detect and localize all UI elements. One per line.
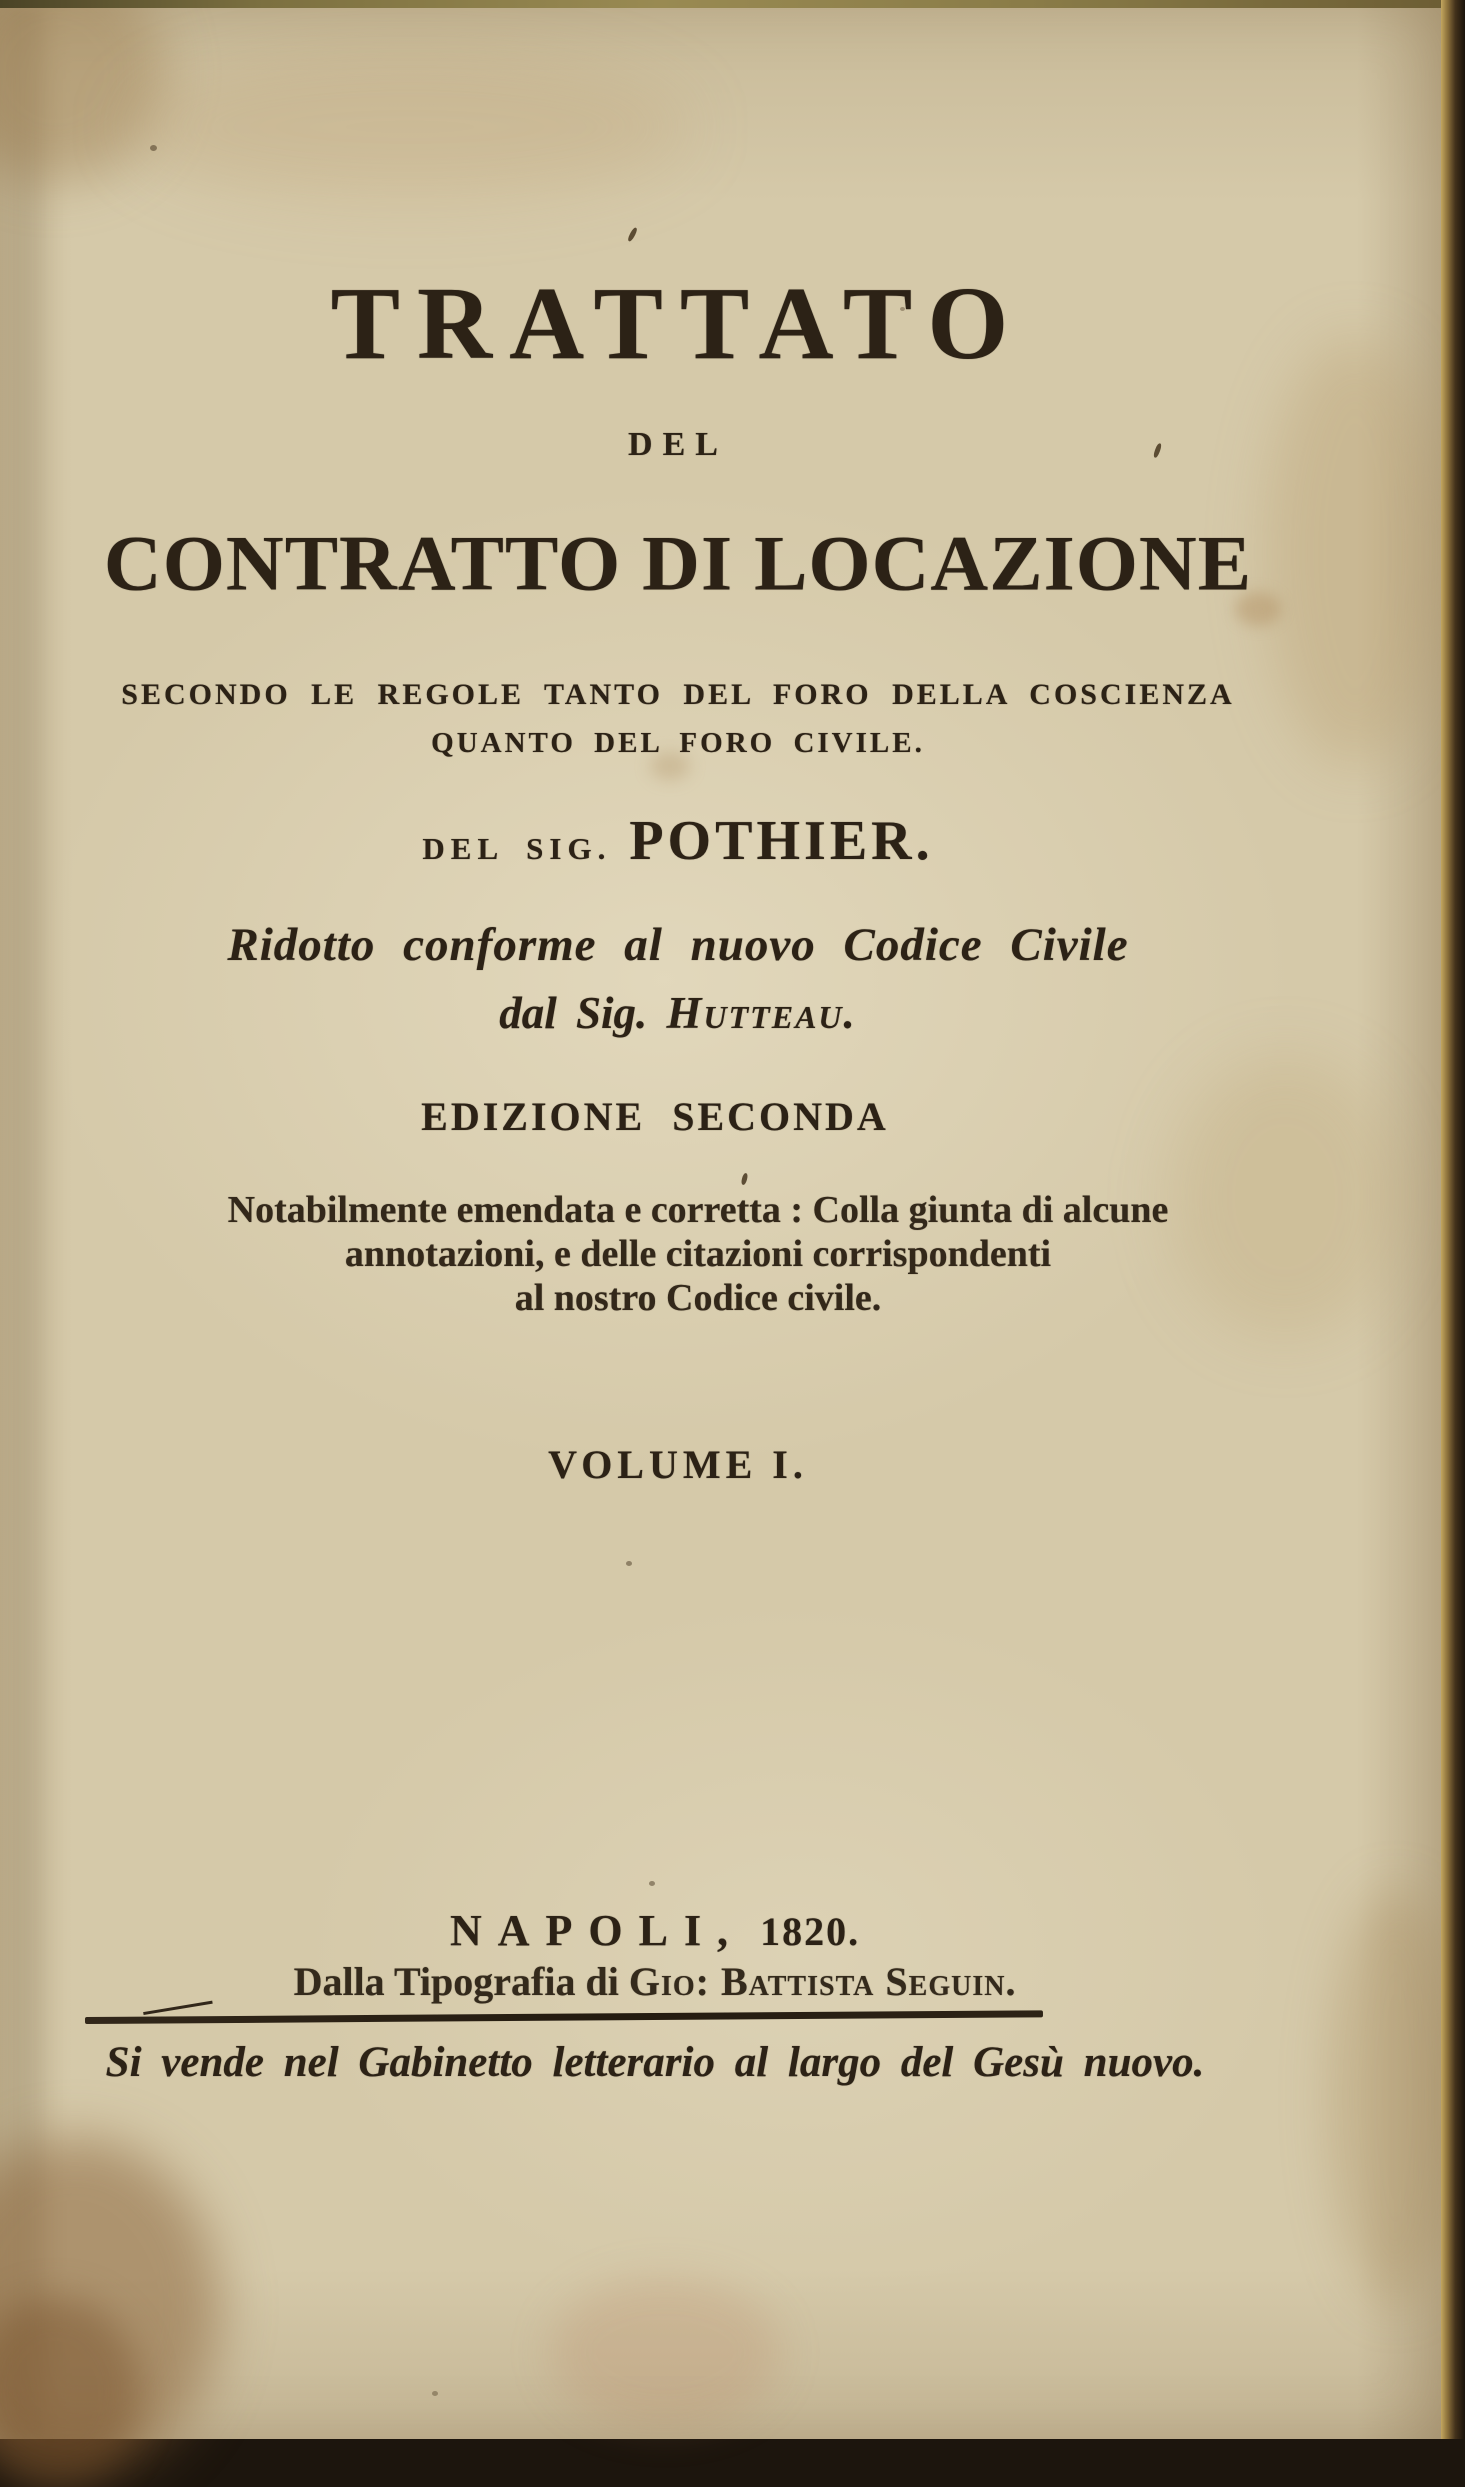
scope-line-1: SECONDO LE REGOLE TANTO DEL FORO DELLA COSCIENZA	[121, 678, 1235, 711]
title-article: DEL	[628, 426, 728, 463]
horizontal-rule	[85, 2010, 1043, 2024]
edition-note-line-3: al nostro Codice civile.	[514, 1277, 882, 1319]
adapter-prefix: dal Sig.	[499, 988, 648, 1038]
printer-prefix: Dalla Tipografia di	[293, 1959, 619, 2004]
imprint-year: 1820.	[760, 1909, 861, 1954]
adapter-name: Hutteau.	[666, 988, 857, 1038]
imprint-line	[20, 1906, 1290, 1955]
imprint-city: NAPOLI,	[449, 1906, 745, 1955]
adaptation-line: Ridotto conforme al nuovo Codice Civile	[227, 919, 1129, 971]
photo-top-edge	[0, 0, 1465, 8]
printer-name: Gio: Battista Seguin.	[628, 1959, 1017, 2004]
adapter-line	[20, 988, 1336, 1038]
ink-speck	[432, 2391, 438, 2396]
ink-tick	[741, 1173, 749, 1186]
subject-title: CONTRATTO DI LOCAZIONE	[103, 520, 1253, 608]
edition-note-line-2: annotazioni, e delle citazioni corrispondenti	[344, 1233, 1052, 1275]
ink-tick	[627, 227, 638, 243]
seller-note: Si vende nel Gabinetto letterario al largo del Gesù nuovo.	[105, 2039, 1205, 2086]
stain-bottom-center	[550, 2277, 780, 2427]
ink-speck	[150, 145, 157, 151]
edition-note-line-1: Notabilmente emendata e corretta : Colla giunta di alcune	[227, 1189, 1169, 1231]
printer-line	[20, 1959, 1290, 2004]
ink-speck	[649, 1881, 655, 1886]
scope-line-2: QUANTO DEL FORO CIVILE.	[431, 727, 925, 759]
edition-note	[40, 1188, 1356, 1320]
author-name: POTHIER.	[629, 810, 934, 872]
author-line	[20, 810, 1336, 872]
page-right-edge	[1441, 0, 1465, 2439]
stain-top-band	[130, 52, 690, 202]
stain-top-left	[0, 0, 165, 182]
book-title: TRATTATO	[330, 266, 1026, 381]
volume-label: VOLUME I.	[548, 1442, 808, 1487]
title-page	[0, 7, 1443, 2439]
author-prefix: DEL SIG.	[422, 831, 612, 866]
ink-speck	[626, 1561, 632, 1566]
edition-heading: EDIZIONE SECONDA	[421, 1094, 889, 1139]
